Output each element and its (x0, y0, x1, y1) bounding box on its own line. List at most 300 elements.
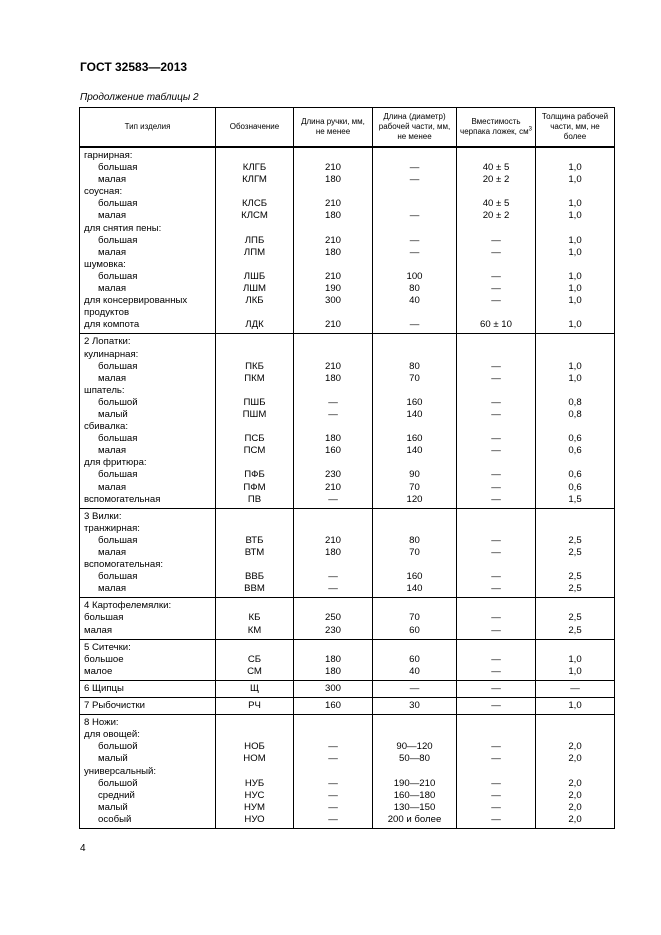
cell-type: большая (80, 433, 216, 445)
cell-thickness: 2,5 (536, 612, 615, 624)
cell-thickness (536, 729, 615, 741)
cell-type: малая (80, 547, 216, 559)
cell-thickness: 0,6 (536, 433, 615, 445)
cell-type: вспомогательная (80, 494, 216, 509)
cell-handle-length (294, 307, 373, 319)
cell-capacity: — (457, 680, 536, 697)
cell-type: малый (80, 753, 216, 765)
cell-thickness: 1,0 (536, 319, 615, 334)
cell-work-length: — (373, 235, 457, 247)
cell-type: средний (80, 790, 216, 802)
cell-handle-length: — (294, 494, 373, 509)
cell-code: НУС (216, 790, 294, 802)
cell-capacity: — (457, 373, 536, 385)
cell-code (216, 334, 294, 349)
cell-thickness (536, 334, 615, 349)
cell-type: малая (80, 174, 216, 186)
cell-capacity: 40 ± 5 (457, 198, 536, 210)
cell-thickness: 2,0 (536, 790, 615, 802)
cell-handle-length (294, 421, 373, 433)
cell-type: малая (80, 210, 216, 222)
cell-thickness: 2,0 (536, 814, 615, 829)
cell-thickness (536, 385, 615, 397)
cell-handle-length: — (294, 814, 373, 829)
cell-thickness: 1,0 (536, 162, 615, 174)
cell-capacity: 20 ± 2 (457, 210, 536, 222)
cell-thickness: 1,0 (536, 666, 615, 681)
cell-type: шпатель: (80, 385, 216, 397)
cell-work-length (373, 259, 457, 271)
cell-capacity (457, 385, 536, 397)
column-header-thickness: Толщина рабочей части, мм, не более (536, 108, 615, 148)
cell-code (216, 729, 294, 741)
cell-handle-length (294, 559, 373, 571)
column-header-code: Обозначение (216, 108, 294, 148)
cell-handle-length: 180 (294, 433, 373, 445)
table-row (80, 421, 615, 433)
cell-capacity: — (457, 666, 536, 681)
cell-capacity: — (457, 235, 536, 247)
table-row (80, 210, 615, 222)
table-row (80, 186, 615, 198)
cell-work-length: 140 (373, 583, 457, 598)
cell-code (216, 715, 294, 730)
cell-work-length: — (373, 247, 457, 259)
table-row (80, 698, 615, 715)
cell-work-length: 70 (373, 482, 457, 494)
cell-work-length: — (373, 174, 457, 186)
cell-capacity (457, 334, 536, 349)
table-row (80, 625, 615, 640)
cell-work-length: 90—120 (373, 741, 457, 753)
column-header-capacity (457, 108, 536, 148)
table-row (80, 508, 615, 523)
cell-work-length: 70 (373, 547, 457, 559)
table-row (80, 409, 615, 421)
cell-handle-length (294, 598, 373, 613)
cell-capacity: — (457, 445, 536, 457)
cell-work-length: 80 (373, 535, 457, 547)
cell-handle-length (294, 715, 373, 730)
cell-capacity (457, 186, 536, 198)
cell-work-length (373, 334, 457, 349)
table-row (80, 361, 615, 373)
cell-thickness: 1,0 (536, 210, 615, 222)
cell-handle-length (294, 223, 373, 235)
table-row (80, 457, 615, 469)
cell-type: для консервированных (80, 295, 216, 307)
cell-work-length (373, 457, 457, 469)
capacity-unit-superscript: 3 (528, 126, 532, 133)
cell-code: ПШБ (216, 397, 294, 409)
cell-code: ВТМ (216, 547, 294, 559)
cell-type: транжирная: (80, 523, 216, 535)
table-row (80, 680, 615, 697)
cell-code: КЛСМ (216, 210, 294, 222)
cell-code: ВВМ (216, 583, 294, 598)
cell-capacity: — (457, 778, 536, 790)
cell-type: универсальный: (80, 766, 216, 778)
table-row (80, 385, 615, 397)
table-row (80, 162, 615, 174)
table-row (80, 778, 615, 790)
table-row (80, 612, 615, 624)
cell-work-length (373, 385, 457, 397)
page-number: 4 (80, 843, 86, 854)
cell-code: ВВБ (216, 571, 294, 583)
table-row (80, 283, 615, 295)
cell-work-length: 140 (373, 409, 457, 421)
cell-capacity: — (457, 494, 536, 509)
table-row (80, 319, 615, 334)
cell-code (216, 259, 294, 271)
cell-work-length: 130—150 (373, 802, 457, 814)
cell-type: большая (80, 535, 216, 547)
cell-code (216, 523, 294, 535)
cell-handle-length: — (294, 778, 373, 790)
cell-code: ЛПБ (216, 235, 294, 247)
cell-capacity: — (457, 790, 536, 802)
cell-capacity: — (457, 283, 536, 295)
cell-capacity: — (457, 397, 536, 409)
cell-capacity (457, 223, 536, 235)
cell-type: соусная: (80, 186, 216, 198)
cell-code: Щ (216, 680, 294, 697)
cell-thickness: 0,6 (536, 482, 615, 494)
cell-work-length: 160 (373, 433, 457, 445)
table-row (80, 639, 615, 654)
cell-code (216, 766, 294, 778)
cell-code: СМ (216, 666, 294, 681)
cell-thickness: 1,0 (536, 271, 615, 283)
cell-capacity: 40 ± 5 (457, 162, 536, 174)
cell-type: для овощей: (80, 729, 216, 741)
cell-type: малый (80, 409, 216, 421)
cell-type: большой (80, 778, 216, 790)
cell-type: большая (80, 361, 216, 373)
cell-work-length (373, 307, 457, 319)
cell-thickness: 2,0 (536, 741, 615, 753)
cell-thickness (536, 598, 615, 613)
cell-code (216, 559, 294, 571)
cell-capacity (457, 559, 536, 571)
cell-thickness: 2,0 (536, 778, 615, 790)
cell-thickness: 2,0 (536, 753, 615, 765)
table-row (80, 654, 615, 666)
cell-capacity: — (457, 409, 536, 421)
cell-capacity: — (457, 625, 536, 640)
cell-thickness (536, 421, 615, 433)
table-row (80, 802, 615, 814)
cell-handle-length (294, 457, 373, 469)
table-body (80, 147, 615, 828)
cell-capacity (457, 259, 536, 271)
cell-type: малая (80, 445, 216, 457)
cell-type: малая (80, 583, 216, 598)
table-row (80, 235, 615, 247)
cell-thickness: 2,5 (536, 547, 615, 559)
table-row (80, 559, 615, 571)
cell-handle-length: 230 (294, 625, 373, 640)
table-row (80, 198, 615, 210)
cell-thickness: 2,5 (536, 535, 615, 547)
cell-capacity: — (457, 802, 536, 814)
cell-thickness: 2,0 (536, 802, 615, 814)
cell-code: ЛПМ (216, 247, 294, 259)
column-header-handle: Длина ручки, мм, не менее (294, 108, 373, 148)
cell-type: 4 Картофелемялки: (80, 598, 216, 613)
cell-code: НУО (216, 814, 294, 829)
cell-handle-length: 180 (294, 247, 373, 259)
table-row (80, 247, 615, 259)
cell-work-length (373, 523, 457, 535)
cell-handle-length: — (294, 753, 373, 765)
cell-work-length: 60 (373, 654, 457, 666)
table-row (80, 147, 615, 162)
cell-handle-length (294, 334, 373, 349)
cell-type: большое (80, 654, 216, 666)
cell-handle-length: — (294, 741, 373, 753)
column-header-work: Длина (диаметр) рабочей части, мм, не менее (373, 108, 457, 148)
cell-thickness: 1,0 (536, 247, 615, 259)
cell-capacity: — (457, 535, 536, 547)
cell-handle-length (294, 147, 373, 162)
cell-thickness: 2,5 (536, 571, 615, 583)
cell-work-length: 40 (373, 666, 457, 681)
table-row (80, 583, 615, 598)
cell-handle-length: 210 (294, 235, 373, 247)
cell-thickness: 0,8 (536, 409, 615, 421)
cell-code: КМ (216, 625, 294, 640)
cell-handle-length: 180 (294, 210, 373, 222)
cell-capacity (457, 457, 536, 469)
cell-work-length (373, 715, 457, 730)
cell-code: КЛГМ (216, 174, 294, 186)
cell-handle-length: 190 (294, 283, 373, 295)
cell-thickness (536, 147, 615, 162)
cell-capacity: — (457, 753, 536, 765)
cell-capacity: — (457, 571, 536, 583)
cell-capacity: — (457, 583, 536, 598)
cell-type: кулинарная: (80, 349, 216, 361)
cell-type: большая (80, 469, 216, 481)
table-row (80, 598, 615, 613)
cell-handle-length (294, 259, 373, 271)
cell-handle-length (294, 186, 373, 198)
cell-thickness (536, 766, 615, 778)
cell-thickness: 2,5 (536, 583, 615, 598)
cell-work-length (373, 598, 457, 613)
cell-handle-length: 210 (294, 361, 373, 373)
table-row (80, 535, 615, 547)
table-row (80, 729, 615, 741)
cell-code: КБ (216, 612, 294, 624)
cell-capacity: — (457, 698, 536, 715)
cell-handle-length: 230 (294, 469, 373, 481)
cell-type: малый (80, 802, 216, 814)
document-header: ГОСТ 32583—2013 (80, 60, 188, 74)
cell-thickness: 1,0 (536, 283, 615, 295)
cell-type: гарнирная: (80, 147, 216, 162)
cell-thickness: 0,6 (536, 445, 615, 457)
cell-handle-length: 300 (294, 680, 373, 697)
table-row (80, 814, 615, 829)
specification-table (79, 107, 615, 829)
cell-work-length: — (373, 319, 457, 334)
cell-type: вспомогательная: (80, 559, 216, 571)
table-row (80, 482, 615, 494)
table-row (80, 271, 615, 283)
cell-capacity (457, 766, 536, 778)
cell-code (216, 457, 294, 469)
cell-capacity (457, 307, 536, 319)
cell-code: ПФМ (216, 482, 294, 494)
cell-work-length: 160 (373, 397, 457, 409)
cell-type: сбивалка: (80, 421, 216, 433)
cell-handle-length (294, 729, 373, 741)
cell-handle-length: 210 (294, 271, 373, 283)
cell-work-length (373, 766, 457, 778)
cell-handle-length: 250 (294, 612, 373, 624)
cell-work-length: 190—210 (373, 778, 457, 790)
table-row (80, 334, 615, 349)
table-row (80, 295, 615, 307)
cell-type: 6 Щипцы (80, 680, 216, 697)
cell-handle-length: 180 (294, 666, 373, 681)
cell-thickness: 1,0 (536, 361, 615, 373)
cell-work-length: — (373, 162, 457, 174)
cell-capacity: — (457, 469, 536, 481)
table-row (80, 469, 615, 481)
table-row (80, 445, 615, 457)
cell-work-length: 120 (373, 494, 457, 509)
cell-type: большая (80, 612, 216, 624)
cell-thickness: 1,0 (536, 174, 615, 186)
cell-handle-length (294, 639, 373, 654)
cell-type: 3 Вилки: (80, 508, 216, 523)
cell-thickness (536, 349, 615, 361)
table-row (80, 307, 615, 319)
cell-capacity: — (457, 547, 536, 559)
table-row (80, 259, 615, 271)
table-header (80, 108, 615, 148)
cell-thickness (536, 457, 615, 469)
cell-code (216, 307, 294, 319)
cell-code: НОБ (216, 741, 294, 753)
table-row (80, 397, 615, 409)
cell-code: НУМ (216, 802, 294, 814)
cell-code: ЛШМ (216, 283, 294, 295)
cell-type: большая (80, 235, 216, 247)
cell-type: большая (80, 271, 216, 283)
cell-thickness: 1,5 (536, 494, 615, 509)
cell-thickness (536, 559, 615, 571)
cell-capacity: — (457, 654, 536, 666)
cell-type: 8 Ножи: (80, 715, 216, 730)
table-row (80, 790, 615, 802)
cell-handle-length (294, 523, 373, 535)
cell-code (216, 598, 294, 613)
cell-thickness: 1,0 (536, 654, 615, 666)
cell-work-length: 100 (373, 271, 457, 283)
cell-capacity: — (457, 271, 536, 283)
cell-work-length (373, 186, 457, 198)
cell-handle-length: — (294, 583, 373, 598)
cell-code: КЛСБ (216, 198, 294, 210)
cell-type: большая (80, 571, 216, 583)
table-row (80, 223, 615, 235)
table-row (80, 373, 615, 385)
cell-work-length: 160—180 (373, 790, 457, 802)
cell-type: 2 Лопатки: (80, 334, 216, 349)
cell-thickness (536, 639, 615, 654)
cell-thickness: 1,0 (536, 698, 615, 715)
cell-work-length (373, 729, 457, 741)
cell-capacity (457, 639, 536, 654)
cell-handle-length: 180 (294, 373, 373, 385)
cell-handle-length: 160 (294, 445, 373, 457)
cell-capacity (457, 598, 536, 613)
cell-work-length: 70 (373, 612, 457, 624)
cell-capacity: — (457, 814, 536, 829)
table-row (80, 571, 615, 583)
cell-handle-length: 210 (294, 319, 373, 334)
cell-capacity: 20 ± 2 (457, 174, 536, 186)
table-row (80, 523, 615, 535)
cell-capacity: — (457, 247, 536, 259)
cell-code (216, 385, 294, 397)
cell-type: 7 Рыбочистки (80, 698, 216, 715)
cell-type: малая (80, 373, 216, 385)
cell-handle-length: — (294, 802, 373, 814)
table-row (80, 741, 615, 753)
cell-thickness: 1,0 (536, 235, 615, 247)
cell-handle-length: 300 (294, 295, 373, 307)
cell-type: малая (80, 247, 216, 259)
cell-code: НУБ (216, 778, 294, 790)
cell-handle-length: 180 (294, 547, 373, 559)
cell-work-length: 40 (373, 295, 457, 307)
cell-type: особый (80, 814, 216, 829)
cell-work-length: 200 и более (373, 814, 457, 829)
cell-handle-length: — (294, 397, 373, 409)
cell-code (216, 186, 294, 198)
cell-capacity: — (457, 612, 536, 624)
cell-thickness: — (536, 680, 615, 697)
table-row (80, 766, 615, 778)
cell-handle-length: — (294, 409, 373, 421)
cell-type: малое (80, 666, 216, 681)
cell-code (216, 508, 294, 523)
cell-work-length: 30 (373, 698, 457, 715)
cell-capacity (457, 715, 536, 730)
table-row (80, 433, 615, 445)
capacity-label: Вместимость черпака ложек, см (460, 117, 529, 136)
cell-handle-length: — (294, 790, 373, 802)
cell-work-length: 90 (373, 469, 457, 481)
cell-capacity (457, 508, 536, 523)
cell-thickness (536, 259, 615, 271)
cell-work-length: 80 (373, 283, 457, 295)
cell-capacity (457, 349, 536, 361)
cell-type: большая (80, 162, 216, 174)
cell-code (216, 223, 294, 235)
cell-thickness: 0,6 (536, 469, 615, 481)
cell-work-length (373, 198, 457, 210)
cell-handle-length: 210 (294, 535, 373, 547)
cell-thickness (536, 223, 615, 235)
cell-type: большой (80, 397, 216, 409)
